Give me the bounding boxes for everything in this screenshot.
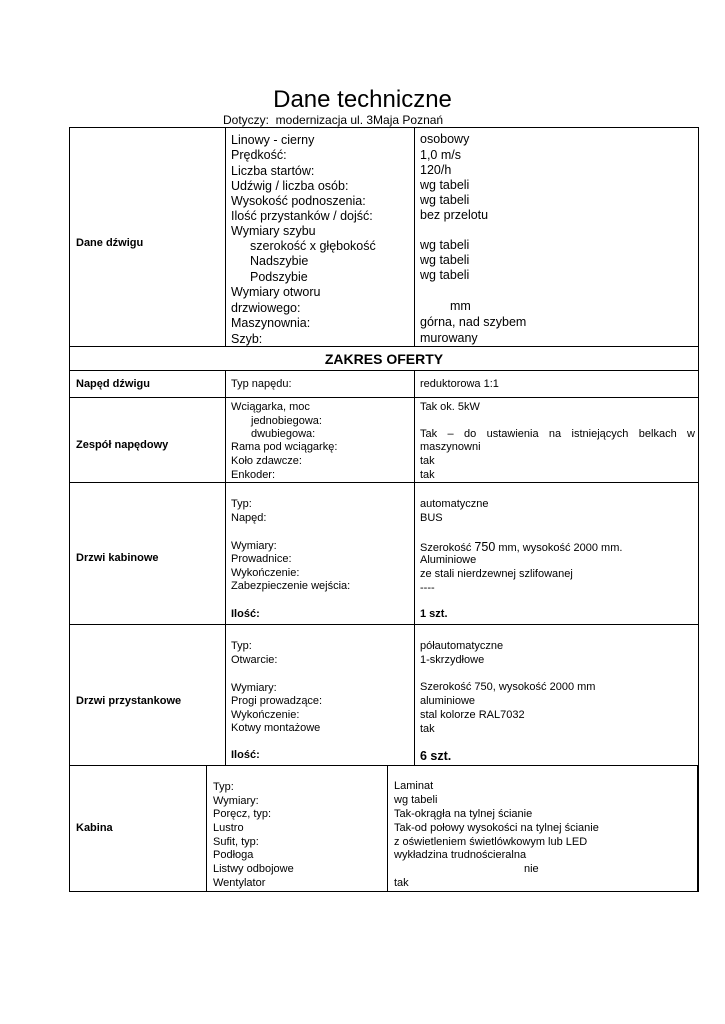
width-value: 750 [474, 540, 496, 554]
param-line: Otwarcie: [231, 654, 278, 666]
value-line: 1,0 m/s [420, 148, 461, 162]
param-line: Nadszybie [250, 254, 309, 268]
row-label-drzwi-kabinowe: Drzwi kabinowe [76, 552, 159, 564]
value-line: wg tabeli [420, 238, 470, 252]
value-line: Tak ok. 5kW [420, 401, 480, 413]
param-line: Ilość: [231, 608, 260, 620]
param-line: drzwiowego: [231, 301, 301, 315]
section-drzwi-przystankowe [69, 625, 699, 766]
value-line: Tak-okrągła na tylnej ścianie [394, 808, 533, 820]
value-line: stal kolorze RAL7032 [420, 709, 525, 721]
page-title: Dane techniczne [273, 86, 452, 113]
value-line: nie [524, 863, 539, 875]
section-naped [69, 371, 699, 398]
value-line: bez przelotu [420, 208, 489, 222]
value-line: wg tabeli [420, 193, 470, 207]
width-suffix: mm, wysokość 2000 mm. [495, 542, 623, 554]
section-drzwi-kabinowe [69, 483, 699, 625]
value-line: Tak-od połowy wysokości na tylnej ścianie [394, 822, 599, 834]
param-line: Wykończenie: [231, 567, 300, 579]
param-line: Wymiary: [213, 795, 259, 807]
param-line: Poręcz, typ: [213, 808, 272, 820]
param-line: Wymiary: [231, 682, 277, 694]
value-line: osobowy [420, 132, 470, 146]
param-line: Ilość: [231, 749, 260, 761]
value-line: reduktorowa 1:1 [420, 378, 499, 390]
value-line: górna, nad szybem [420, 315, 527, 329]
value-line: 6 szt. [420, 749, 452, 763]
row-label-drzwi-przystankowe: Drzwi przystankowe [76, 695, 182, 707]
value-line: Szerokość 750, wysokość 2000 mm [420, 681, 596, 693]
width-prefix: Szerokość [420, 542, 475, 554]
param-line: Enkoder: [231, 469, 276, 481]
param-line: dwubiegowa: [251, 428, 316, 440]
page-subtitle: Dotyczy: modernizacja ul. 3Maja Poznań [223, 113, 444, 127]
value-line: mm [450, 299, 471, 313]
value-line: tak [420, 723, 435, 735]
param-line: Podszybie [250, 270, 308, 284]
param-line: Progi prowadzące: [231, 695, 323, 707]
param-line: Szyb: [231, 332, 263, 346]
param-line: Sufit, typ: [213, 836, 259, 848]
value-line: tak [420, 455, 435, 467]
section-zakres-oferty [69, 347, 699, 371]
param-line: Koło zdawcze: [231, 455, 302, 467]
param-line: Typ napędu: [231, 378, 292, 390]
param-line: Typ: [231, 640, 252, 652]
param-line: Napęd: [231, 512, 267, 524]
param-line: Zabezpieczenie wejścia: [231, 580, 351, 592]
param-line: Lustro [213, 822, 244, 834]
param-line: Prędkość: [231, 148, 287, 162]
value-line: z oświetleniem świetlówkowym lub LED [394, 836, 588, 848]
value-line: tak [394, 877, 409, 889]
zakres-oferty-heading: ZAKRES OFERTY [324, 351, 444, 367]
value-line: wykładzina trudnościeralna [394, 849, 527, 861]
param-line: Linowy - cierny [231, 133, 315, 147]
value-line: Aluminiowe [420, 554, 477, 566]
value-line: Laminat [394, 780, 434, 792]
value-line: ze stali nierdzewnej szlifowanej [420, 568, 573, 580]
param-line: Prowadnice: [231, 553, 292, 565]
param-line: Wysokość podnoszenia: [231, 194, 366, 208]
param-line: Typ: [231, 498, 252, 510]
param-line: Wciągarka, moc [231, 401, 310, 413]
value-line: ---- [420, 582, 435, 594]
row-label-dane-dzwigu: Dane dźwigu [76, 237, 144, 249]
value-line: wg tabeli [420, 178, 470, 192]
value-line: wg tabeli [420, 268, 470, 282]
value-line: BUS [420, 512, 443, 524]
value-line: automatyczne [420, 498, 489, 510]
param-line: Rama pod wciągarkę: [231, 441, 338, 453]
param-line: Listwy odbojowe [213, 863, 294, 875]
value-line: 1-skrzydłowe [420, 654, 485, 666]
param-line: Wymiary: [231, 540, 277, 552]
value-line: wg tabeli [394, 794, 438, 806]
value-line: tak [420, 469, 435, 481]
value-line: półautomatyczne [420, 640, 504, 652]
value-line: 120/h [420, 163, 452, 177]
value-line: murowany [420, 331, 478, 345]
value-line: aluminiowe [420, 695, 476, 707]
param-line: Ilość przystanków / dojść: [231, 209, 373, 223]
param-line: Kotwy montażowe [231, 722, 321, 734]
row-label-naped: Napęd dźwigu [76, 378, 150, 390]
param-line: Udźwig / liczba osób: [231, 179, 349, 193]
param-line: Liczba startów: [231, 164, 315, 178]
value-line: wg tabeli [420, 253, 470, 267]
param-line: Typ: [213, 781, 234, 793]
param-line: jednobiegowa: [251, 415, 322, 427]
param-line: szerokość x głębokość [250, 239, 376, 253]
param-line: Maszynownia: [231, 316, 311, 330]
value-line [420, 540, 622, 555]
section-kabina [69, 766, 699, 892]
param-line: Wykończenie: [231, 709, 300, 721]
row-label-zespol: Zespół napędowy [76, 439, 169, 451]
section-dane-dzwigu [69, 127, 699, 347]
param-line: Wentylator [213, 877, 266, 889]
param-line: Podłoga [213, 849, 254, 861]
row-label-kabina: Kabina [76, 822, 113, 834]
value-line: Tak – do ustawienia na istniejących belkach w maszynowni [420, 428, 695, 453]
value-line: 1 szt. [420, 608, 448, 620]
section-zespol-napedowy [69, 398, 699, 483]
param-line: Wymiary szybu [231, 224, 316, 238]
param-line: Wymiary otworu [231, 285, 321, 299]
